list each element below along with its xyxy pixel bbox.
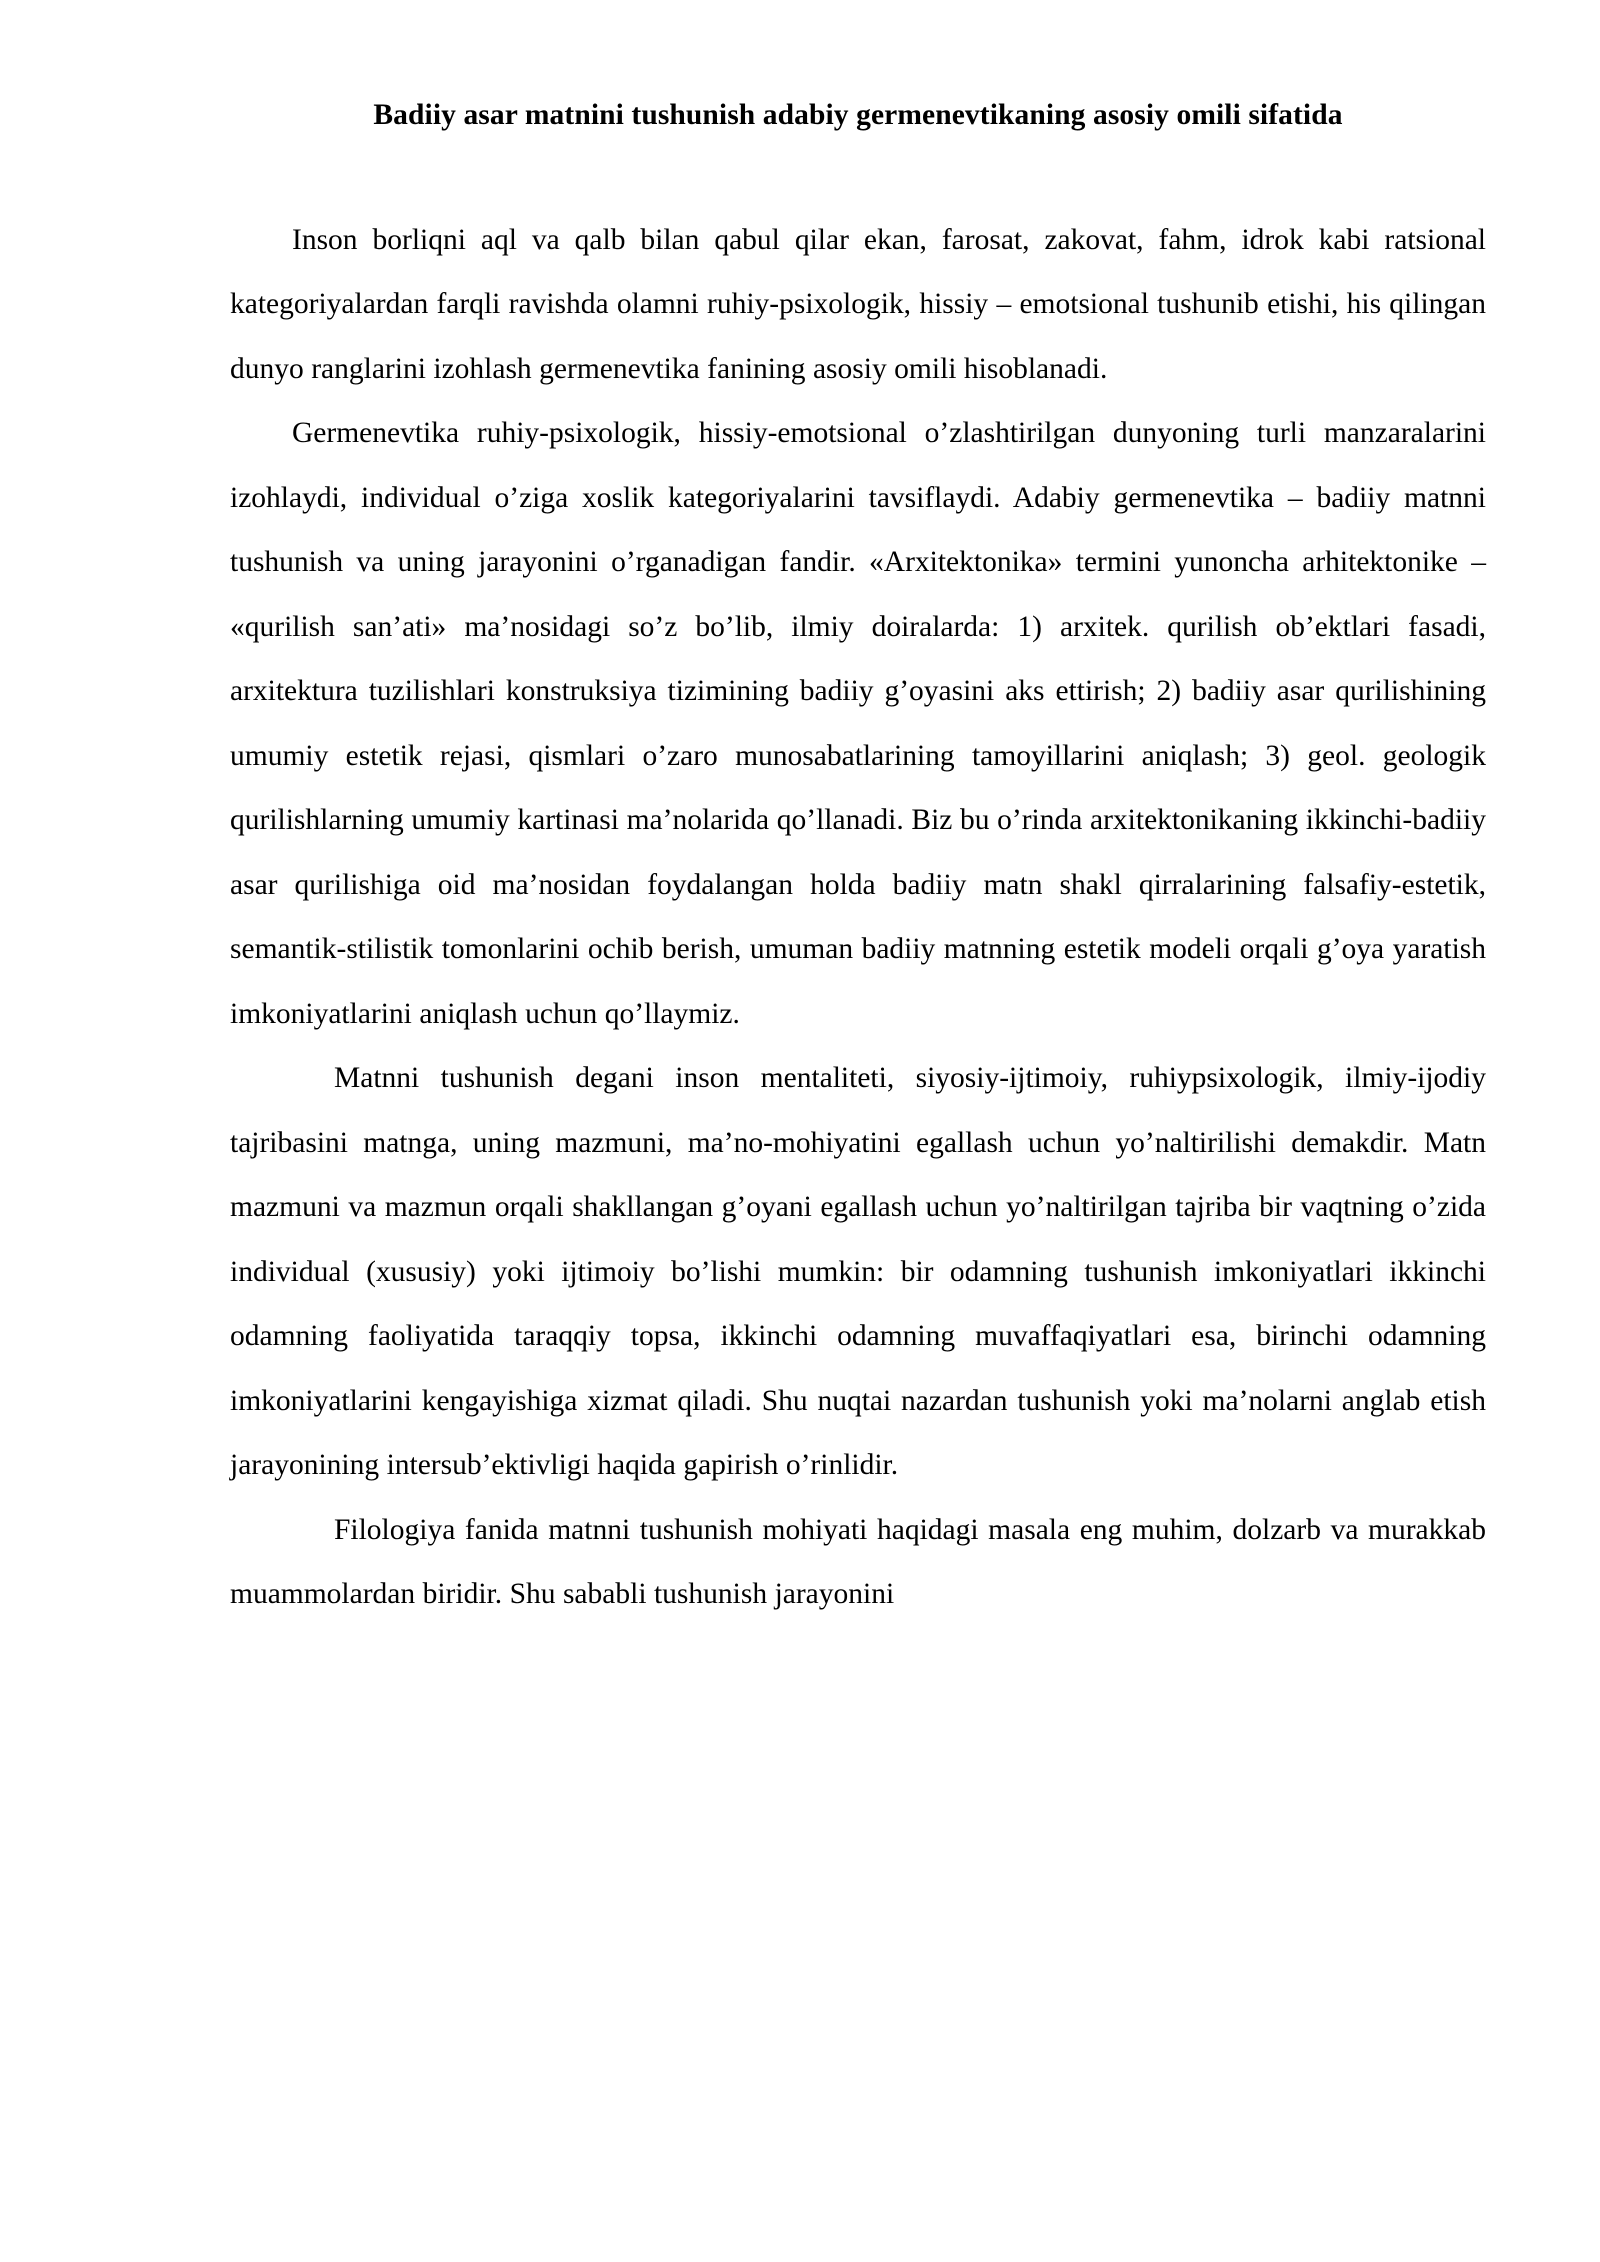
title-spacer (230, 136, 1486, 208)
document-content (230, 96, 1486, 1627)
body-paragraph-1: Inson borliqni aql va qalb bilan qabul qilar ekan, farosat, zakovat, fahm, idrok kabi ratsional kategoriyalardan farqli ravishda olamni ruhiy-psixologik, hissiy – emotsional tushunib etishi, his qilingan dunyo ranglarini izohlash germenevtika fanining asosiy omili hisoblanadi. (230, 223, 1486, 385)
body-paragraph-4: Filologiya fanida matnni tushunish mohiyati haqidagi masala eng muhim, dolzarb va murakkab muammolardan biridir. Shu sababli tushunish jarayonini (230, 1513, 1486, 1611)
page-title: Badiiy asar matnini tushunish adabiy germenevtikaning asosiy omili sifatida (373, 99, 1343, 131)
body-paragraph-3: Matnni tushunish degani inson mentaliteti, siyosiy-ijtimoiy, ruhiypsixologik, ilmiy-ijodiy tajribasini matnga, uning mazmuni, ma’no-mohiyatini egallash uchun yo’naltirilishi demakdir. Matn mazmuni va mazmun orqali shakllangan g’oyani egallash uchun yo’naltirilgan tajriba bir vaqtning o’zida individual (xususiy) yoki ijtimoiy bo’lishi mumkin: bir odamning tushunish imkoniyatlari ikkinchi odamning faoliyatida taraqqiy topsa, ikkinchi odamning muvaffaqiyatlari esa, birinchi odamning imkoniyatlarini kengayishiga xizmat qiladi. Shu nuqtai nazardan tushunish yoki ma’nolarni anglab etish jarayonining intersub’ektivligi haqida gapirish o’rinlidir. (230, 1062, 1486, 1482)
body-paragraph-2: Germenevtika ruhiy-psixologik, hissiy-emotsional o’zlashtirilgan dunyoning turli manzaralarini izohlaydi, individual o’ziga xoslik kategoriyalarini tavsiflaydi. Adabiy germenevtika – badiiy matnni tushunish va uning jarayonini o’rganadigan fandir. «Arxitektonika» termini yunoncha arhitektonike – «qurilish san’ati» ma’nosidagi so’z bo’lib, ilmiy doiralarda: 1) arxitek. qurilish ob’ektlari fasadi, arxitektura tuzilishlari konstruksiya tizimining badiiy g’oyasini aks ettirish; 2) badiiy asar qurilishining umumiy estetik rejasi, qismlari o’zaro munosabatlarining tamoyillarini aniqlash; 3) geol. geologik qurilishlarning umumiy kartinasi ma’nolarida qo’llanadi. Biz bu o’rinda arxitektonikaning ikkinchi-badiiy asar qurilishiga oid ma’nosidan foydalangan holda badiiy matn shakl qirralarining falsafiy-estetik, semantik-stilistik tomonlarini ochib berish, umuman badiiy matnning estetik modeli orqali g’oya yaratish imkoniyatlarini aniqlash uchun qo’llaymiz. (230, 417, 1486, 1030)
